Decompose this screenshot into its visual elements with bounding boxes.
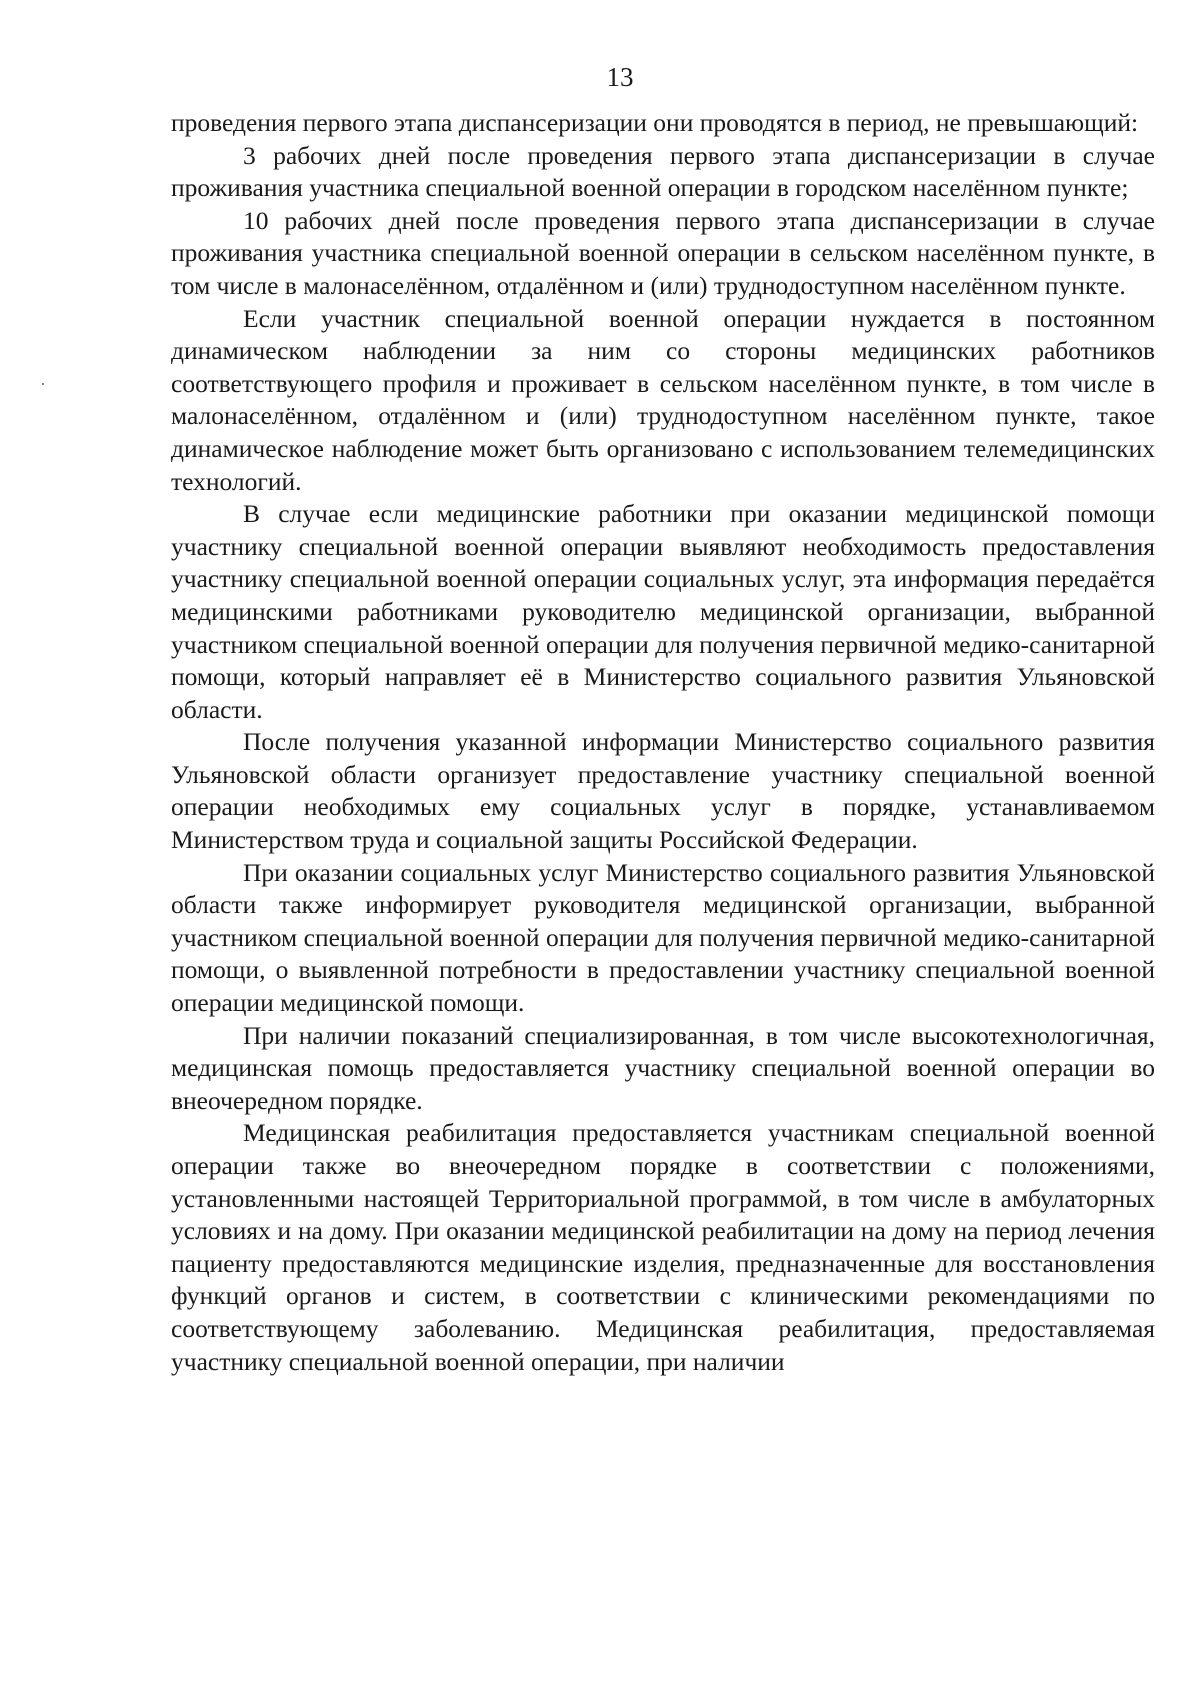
paragraph-rehabilitation: Медицинская реабилитация предоставляется участникам специальной военной операции также во внеочередном порядке в соответствии с положениями, установленными настоящей Территориальной программой, в том числе в амбулаторных условиях и на дому. При оказании медицинской реабилитации на дому на период лечения пациенту предоставляются медицинские изделия, предназначенные для восстановления функций органов и систем, в соответствии с клиническими рекомендациями по соответствующему заболеванию. Медицинская реабилитация, предоставляемая участнику специальной военной операции, при наличии: [171, 1118, 1155, 1376]
paragraph-specialized-care: При наличии показаний специализированная, в том числе высокотехнологичная, медицинская помощь предоставляется участнику специальной военной операции во внеочередном порядке.: [171, 1020, 1155, 1115]
paragraph-ministry-informs: При оказании социальных услуг Министерство социального развития Ульяновской области также информирует руководителя медицинской организации, выбранной участником специальной военной операции для получения первичной медико-санитарной помощи, о выявленной потребности в предоставлении участнику специальной военной операции медицинской помощи.: [171, 857, 1155, 1018]
paragraph-continuation: проведения первого этапа диспансеризации они проводятся в период, не превышающий:: [171, 108, 1139, 137]
paragraph-urban-term: 3 рабочих дней после проведения первого этапа диспансеризации в случае проживания участника специальной военной операции в городском населённом пункте;: [171, 140, 1155, 203]
paragraph-telemedicine: Если участник специальной военной операции нуждается в постоянном динамическом наблюдении за ним со стороны медицинских работников соответствующего профиля и проживает в сельском населённом пункте, в том числе в малонаселённом, отдалённом и (или) труднодоступном населённом пункте, такое динамическое наблюдение может быть организовано с использованием телемедицинских технологий.: [171, 303, 1155, 496]
paragraph-ministry-provision: После получения указанной информации Министерство социального развития Ульяновской области организует предоставление участнику специальной военной операции необходимых ему социальных услуг в порядке, устанавливаемом Министерством труда и социальной защиты Российской Федерации.: [171, 727, 1155, 855]
paragraph-social-services-need: В случае если медицинские работники при оказании медицинской помощи участнику специальной военной операции выявляют необходимость предоставления участнику специальной военной операции социальных услуг, эта информация передаётся медицинскими работниками руководителю медицинской организации, выбранной участником специальной военной операции для получения первичной медико-санитарной помощи, который направляет её в Министерство социального развития Ульяновской области.: [171, 499, 1155, 724]
page-number: 13: [606, 62, 634, 92]
paragraph-rural-term: 10 рабочих дней после проведения первого этапа диспансеризации в случае проживания участника специальной военной операции в сельском населённом пункте, в том числе в малонаселённом, отдалённом и (или) труднодоступном населённом пункте.: [171, 205, 1155, 300]
scan-speck: [42, 383, 44, 385]
document-body: [171, 107, 1155, 1378]
